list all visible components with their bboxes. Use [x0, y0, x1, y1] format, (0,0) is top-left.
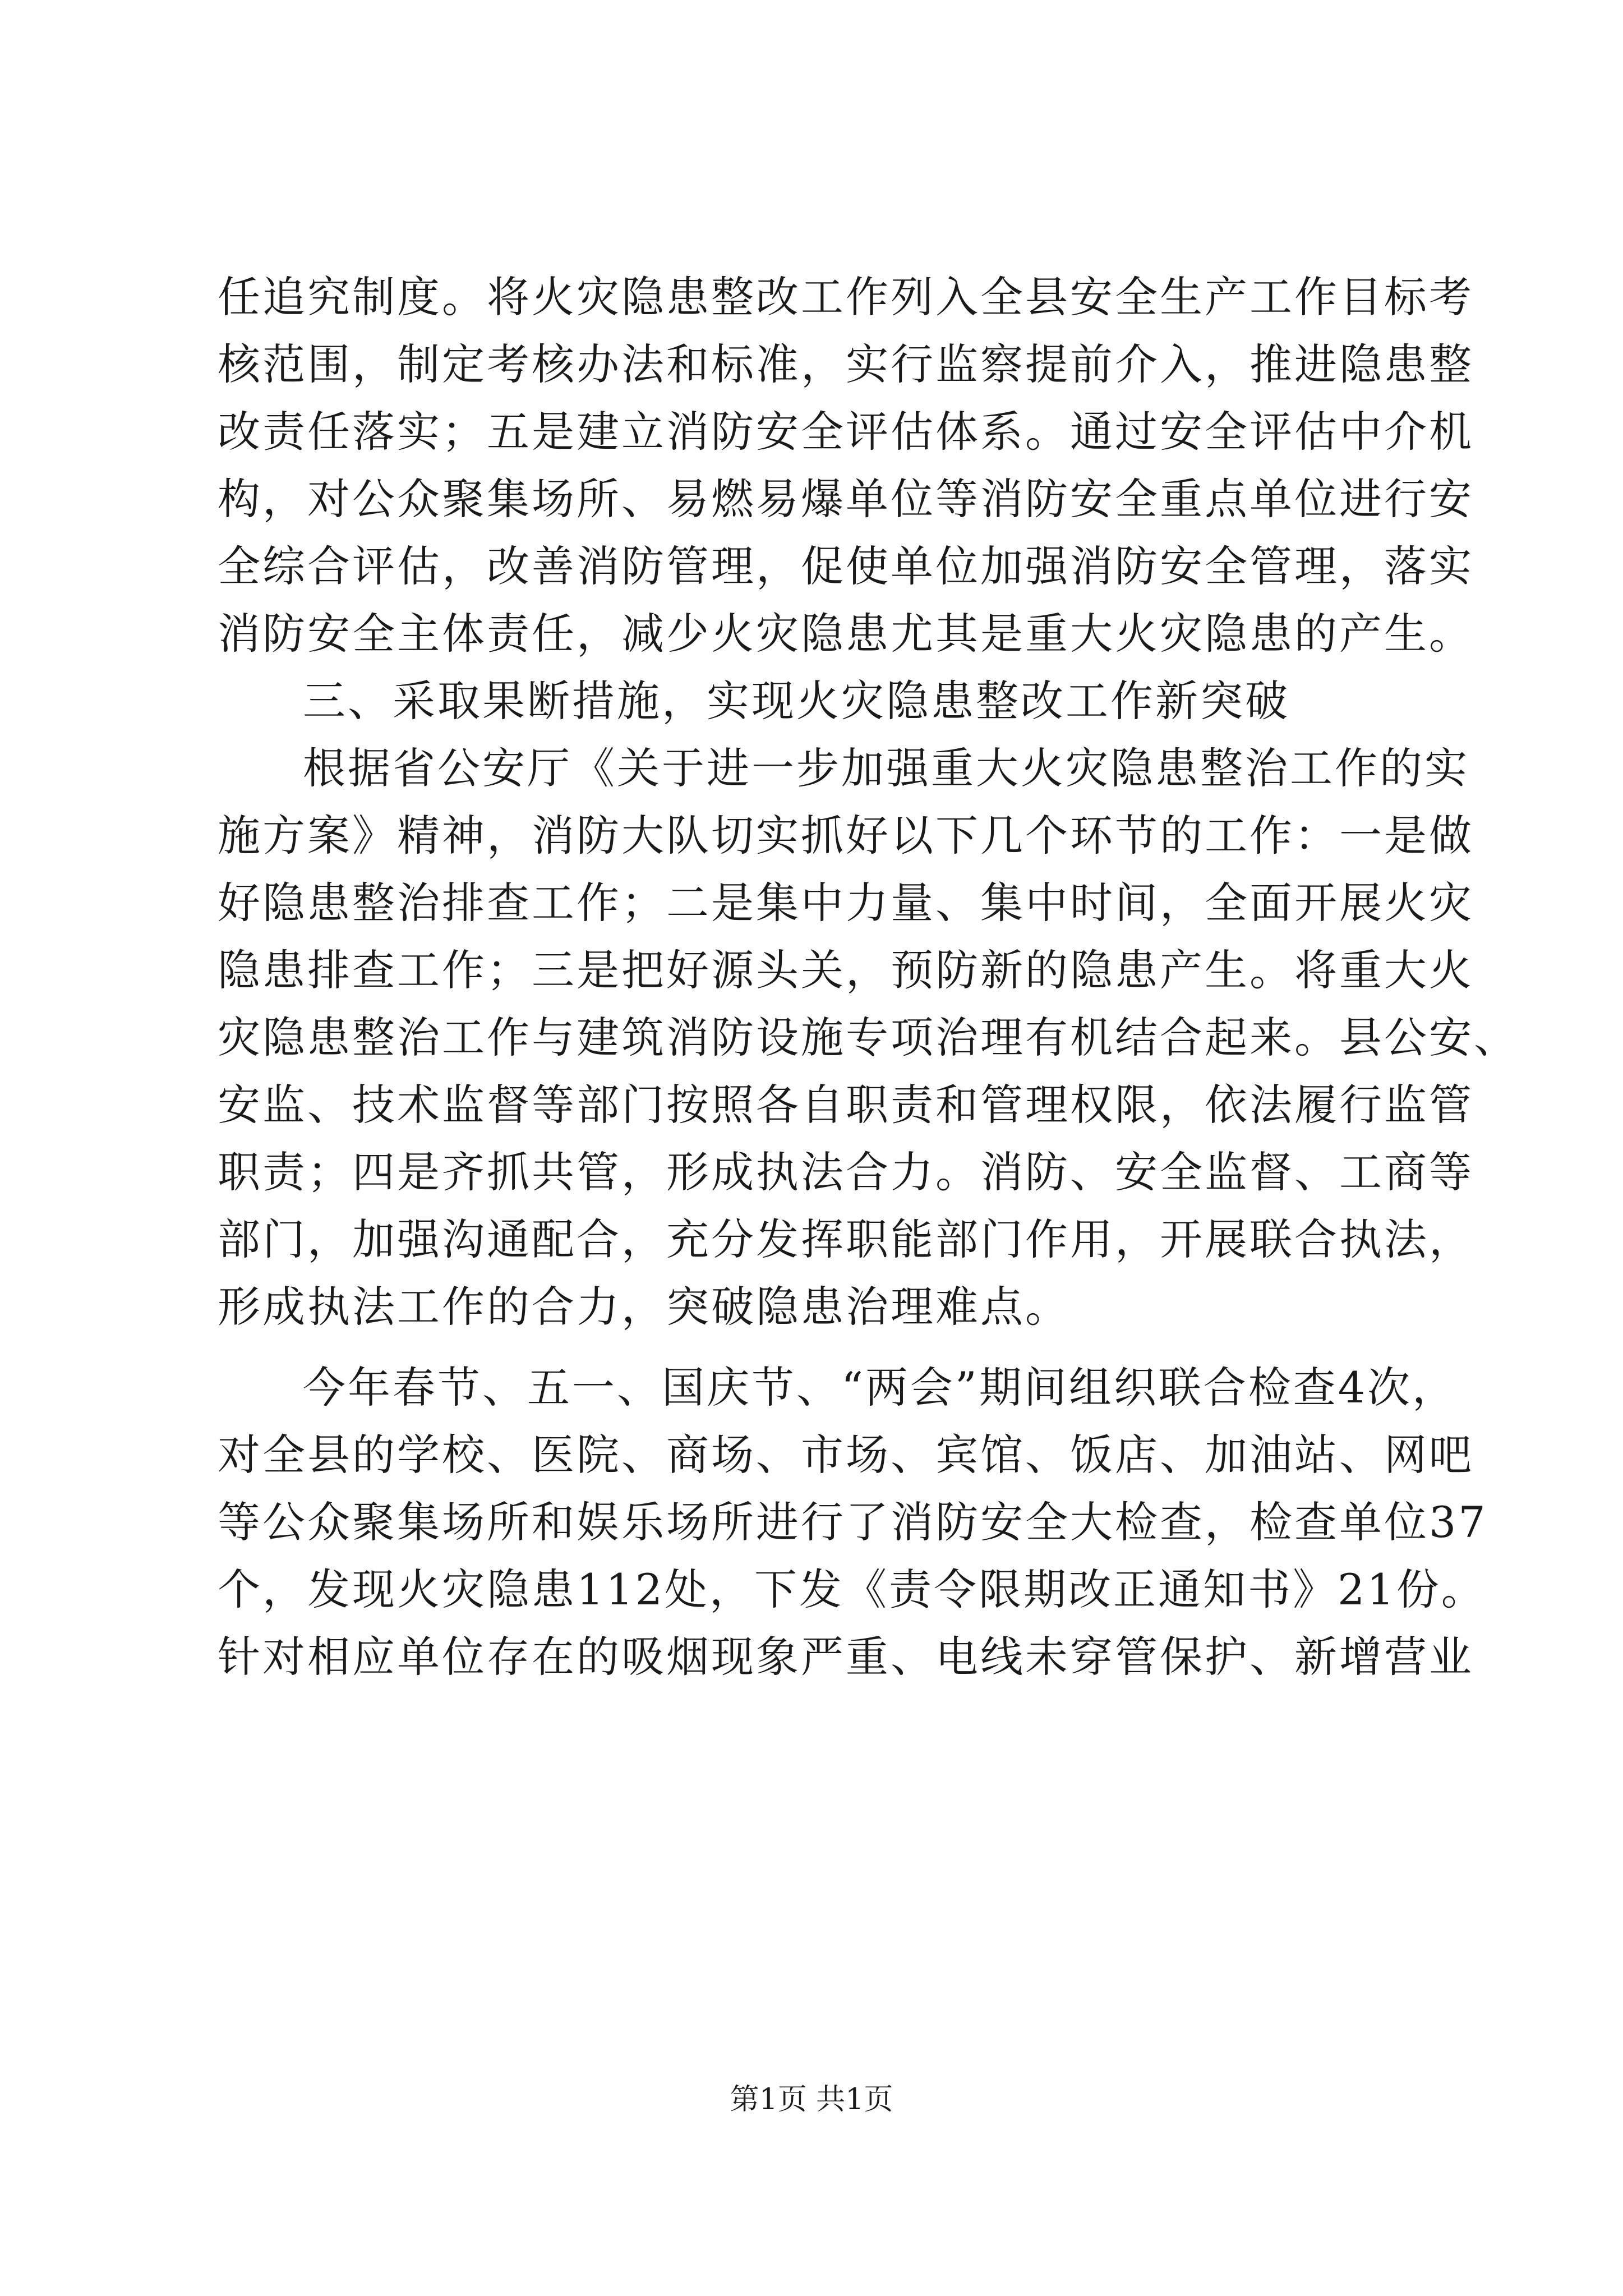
text-line: 安监、技术监督等部门按照各自职责和管理权限，依法履行监管 — [218, 1080, 1474, 1130]
text-line: 隐患排查工作；三是把好源头关，预防新的隐患产生。将重大火 — [218, 945, 1474, 995]
text-line: 好隐患整治排查工作；二是集中力量、集中时间，全面开展火灾 — [218, 878, 1474, 928]
page-footer — [0, 2076, 1623, 2118]
text-line: 针对相应单位存在的吸烟现象严重、电线未穿管保护、新增营业 — [218, 1632, 1474, 1682]
text-line: 职责；四是齐抓共管，形成执法合力。消防、安全监督、工商等 — [218, 1147, 1474, 1197]
text-line: 构，对公众聚集场所、易燃易爆单位等消防安全重点单位进行安 — [218, 474, 1474, 524]
text-line: 灾隐患整治工作与建筑消防设施专项治理有机结合起来。县公安、 — [218, 1013, 1519, 1062]
text-line: 消防安全主体责任，减少火灾隐患尤其是重大火灾隐患的产生。 — [218, 609, 1474, 659]
text-line: 全综合评估，改善消防管理，促使单位加强消防安全管理，落实 — [218, 541, 1474, 591]
section-heading: 三、采取果断措施，实现火灾隐患整改工作新突破 — [303, 676, 1290, 726]
text-line: 改责任落实；五是建立消防安全评估体系。通过安全评估中介机 — [218, 407, 1474, 457]
text-line: 形成执法工作的合力，突破隐患治理难点。 — [218, 1282, 1070, 1332]
text-line: 个，发现火灾隐患112处，下发《责令限期改正通知书》21份。 — [218, 1565, 1486, 1614]
text-line: 任追究制度。将火灾隐患整改工作列入全县安全生产工作目标考 — [218, 272, 1474, 322]
text-line: 施方案》精神，消防大队切实抓好以下几个环节的工作：一是做 — [218, 811, 1474, 861]
text-line: 等公众聚集场所和娱乐场所进行了消防安全大检查，检查单位37 — [218, 1497, 1488, 1547]
text-line: 根据省公安厅《关于进一步加强重大火灾隐患整治工作的实 — [303, 743, 1469, 793]
text-line: 对全县的学校、医院、商场、市场、宾馆、饭店、加油站、网吧 — [218, 1430, 1474, 1480]
text-line: 部门，加强沟通配合，充分发挥职能部门作用，开展联合执法， — [218, 1214, 1474, 1264]
text-line: 核范围，制定考核办法和标准，实行监察提前介入，推进隐患整 — [218, 339, 1474, 389]
document-body — [218, 264, 1519, 1691]
text-line: 今年春节、五一、国庆节、“两会”期间组织联合检查4次， — [303, 1363, 1458, 1412]
page-number: 第1页 共1页 — [730, 2083, 893, 2116]
